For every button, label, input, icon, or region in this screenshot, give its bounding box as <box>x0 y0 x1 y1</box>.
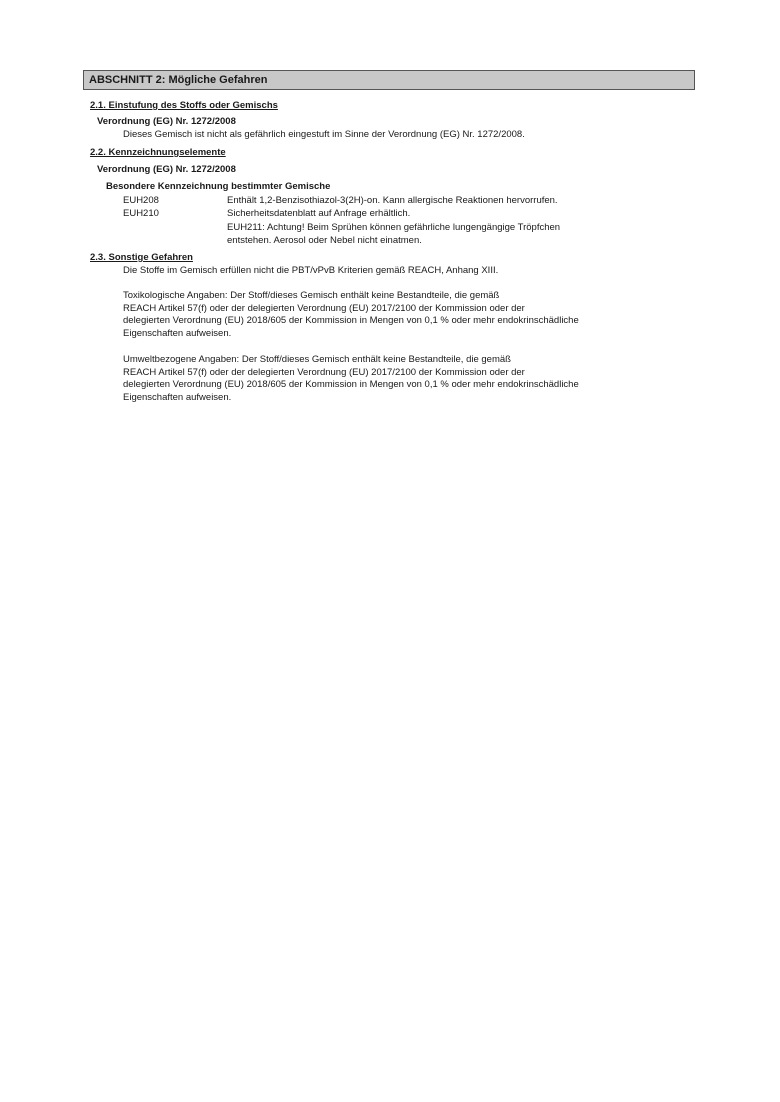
paragraph-line: Eigenschaften aufweisen. <box>123 392 232 404</box>
euh-code: EUH208 <box>123 195 159 206</box>
paragraph-line: Eigenschaften aufweisen. <box>123 328 232 340</box>
classification-text: Dieses Gemisch ist nicht als gefährlich eingestuft im Sinne der Verordnung (EG) Nr. 1272/2008. <box>123 129 525 140</box>
heading-2-1: 2.1. Einstufung des Stoffs oder Gemischs <box>90 100 278 111</box>
regulation-2-2: Verordnung (EG) Nr. 1272/2008 <box>97 164 236 175</box>
environmental-paragraph <box>123 354 579 405</box>
paragraph-line: delegierten Verordnung (EU) 2018/605 der Kommission in Mengen von 0,1 % oder mehr endokrinschädliche <box>123 379 579 391</box>
euh-text: Enthält 1,2-Benzisothiazol-3(2H)-on. Kann allergische Reaktionen hervorrufen. <box>227 195 558 206</box>
special-labelling-heading: Besondere Kennzeichnung bestimmter Gemische <box>106 181 331 192</box>
euh211-line-2: entstehen. Aerosol oder Nebel nicht einatmen. <box>227 235 422 246</box>
euh211-line-1: EUH211: Achtung! Beim Sprühen können gefährliche lungengängige Tröpfchen <box>227 222 561 233</box>
regulation-2-1: Verordnung (EG) Nr. 1272/2008 <box>97 116 236 127</box>
paragraph-line: Toxikologische Angaben: Der Stoff/dieses Gemisch enthält keine Bestandteile, die gemäß <box>123 290 500 301</box>
toxicological-paragraph <box>123 290 579 341</box>
paragraph-line: delegierten Verordnung (EU) 2018/605 der Kommission in Mengen von 0,1 % oder mehr endokrinschädliche <box>123 315 579 327</box>
paragraph-line: Umweltbezogene Angaben: Der Stoff/dieses Gemisch enthält keine Bestandteile, die gemäß <box>123 354 511 365</box>
euh-code: EUH210 <box>123 208 159 219</box>
paragraph-line: REACH Artikel 57(f) oder der delegierten Verordnung (EU) 2017/2100 der Kommission oder der <box>123 366 525 378</box>
heading-2-2: 2.2. Kennzeichnungselemente <box>90 147 226 158</box>
pbt-text: Die Stoffe im Gemisch erfüllen nicht die PBT/vPvB Kriterien gemäß REACH, Anhang XIII. <box>123 265 499 276</box>
euh-text: Sicherheitsdatenblatt auf Anfrage erhältlich. <box>227 208 411 219</box>
heading-2-3: 2.3. Sonstige Gefahren <box>90 252 193 263</box>
paragraph-line: REACH Artikel 57(f) oder der delegierten Verordnung (EU) 2017/2100 der Kommission oder der <box>123 302 525 314</box>
section-header: ABSCHNITT 2: Mögliche Gefahren <box>83 70 695 90</box>
